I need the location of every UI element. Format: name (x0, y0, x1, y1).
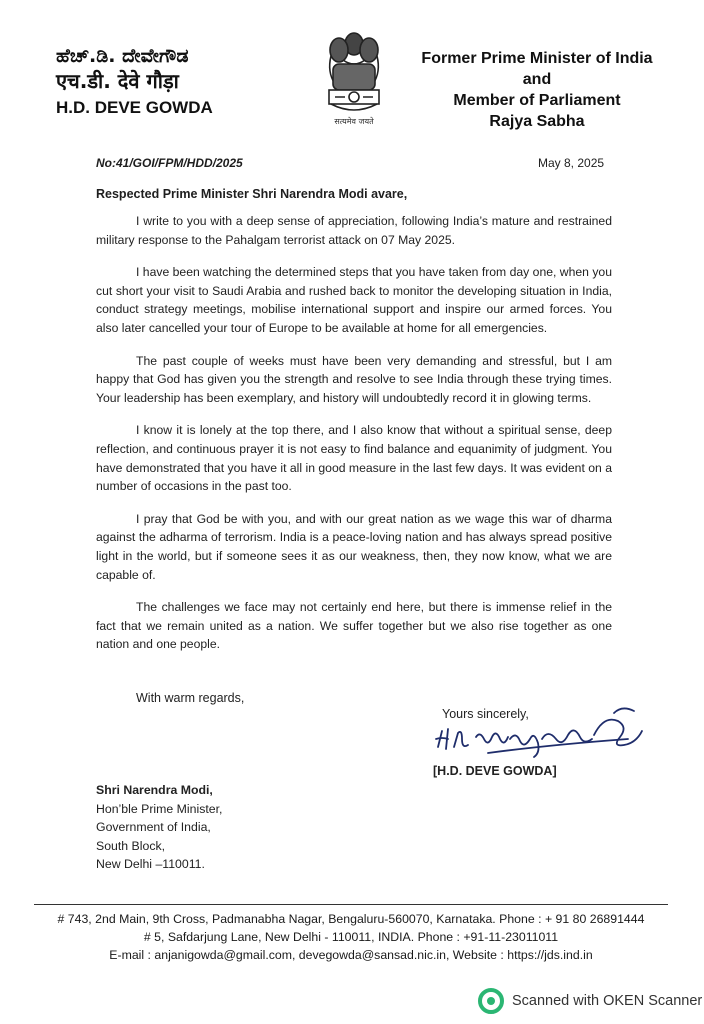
letterhead-name-block (56, 44, 286, 120)
body-paragraph: I have been watching the determined steps that you have taken from day one, when you cut short your visit to Saudi Arabia and rushed back to monitor the developing situation in India, conduct strategy meetings, mobilise international support and inspire our armed forces. You also later cancelled your tour of Europe to be available at home for all emergencies. (96, 265, 612, 335)
body-paragraph: I write to you with a deep sense of appreciation, following India’s mature and restrained military response to the Pahalgam terrorist attack on 07 May 2025. (96, 214, 612, 247)
letterhead-title-block (412, 48, 662, 132)
addressee-line: Shri Narendra Modi, (96, 783, 213, 797)
signoff: Yours sincerely, (442, 707, 529, 721)
name-english: H.D. DEVE GOWDA (56, 98, 213, 117)
footer-line: E-mail : anjanigowda@gmail.com, devegowda@sansad.nic.in, Website : https://jds.ind.in (109, 948, 593, 962)
body-paragraph: The past couple of weeks must have been very demanding and stressful, but I am happy that God has given you the strength and resolve to see India through these trying times. Your leadership has been exemplary, and history will undoubtedly record it in glowing terms. (96, 353, 612, 405)
handwritten-signature (428, 695, 656, 765)
title-line: Member of Parliament (453, 92, 621, 109)
addressee-line: South Block, (96, 838, 166, 853)
footer-line: # 743, 2nd Main, 9th Cross, Padmanabha Nagar, Bengaluru-560070, Karnataka. Phone : + 91 80 26891444 (57, 912, 645, 926)
addressee-line: Government of India, (96, 820, 211, 835)
body-paragraph: I know it is lonely at the top there, and I also know that without a spiritual sense, deep reflection, and continuous prayer it is not easy to find balance and equanimity of judgment. You have demonstrated that you have it all in good measure in the last few days. It was evident on a number of occasions in the past too. (96, 423, 612, 494)
title-line: and (522, 71, 552, 88)
addressee-block (96, 781, 222, 874)
watermark-text: Scanned with OKEN Scanner (512, 993, 703, 1009)
body-paragraph: I pray that God be with you, and with our great nation as we wage this war of dharma against the adharma of terrorism. India is a peace-loving nation and has always spread positive light in the world, but if someone sees it as our weakness, then, they now know, what we are capable of. (96, 511, 612, 582)
addressee-line: New Delhi –110011. (96, 857, 205, 872)
signer-name: [H.D. DEVE GOWDA] (433, 764, 557, 778)
addressee-line: Hon’ble Prime Minister, (96, 801, 223, 816)
emblem-motto: सत्यमेव जयते (334, 117, 374, 126)
closing-line: With warm regards, (136, 691, 245, 705)
name-hindi: एच.डी. देवे गौड़ा (56, 69, 179, 93)
letter-date: May 8, 2025 (538, 156, 605, 170)
reference-number: No:41/GOI/FPM/HDD/2025 (96, 156, 243, 170)
name-kannada: ಹೆಚ್.ಡಿ. ದೇವೇಗೌಡ (56, 45, 189, 67)
letter-body (96, 212, 612, 668)
oken-scanner-logo-icon (478, 988, 504, 1014)
footer-contact (34, 910, 668, 964)
title-line: Former Prime Minister of India (421, 50, 653, 67)
title-line: Rajya Sabha (489, 113, 585, 130)
scanner-watermark (478, 988, 702, 1014)
body-paragraph: The challenges we face may not certainly end here, but there is immense relief in the fact that we remain united as a nation. We suffer together but we also rise together as one nation and one people. (96, 600, 612, 652)
salutation: Respected Prime Minister Shri Narendra Modi avare, (96, 187, 408, 201)
footer-line: # 5, Safdarjung Lane, New Delhi - 110011, INDIA. Phone : +91-11-23011011 (143, 930, 559, 944)
footer-divider (34, 904, 668, 905)
